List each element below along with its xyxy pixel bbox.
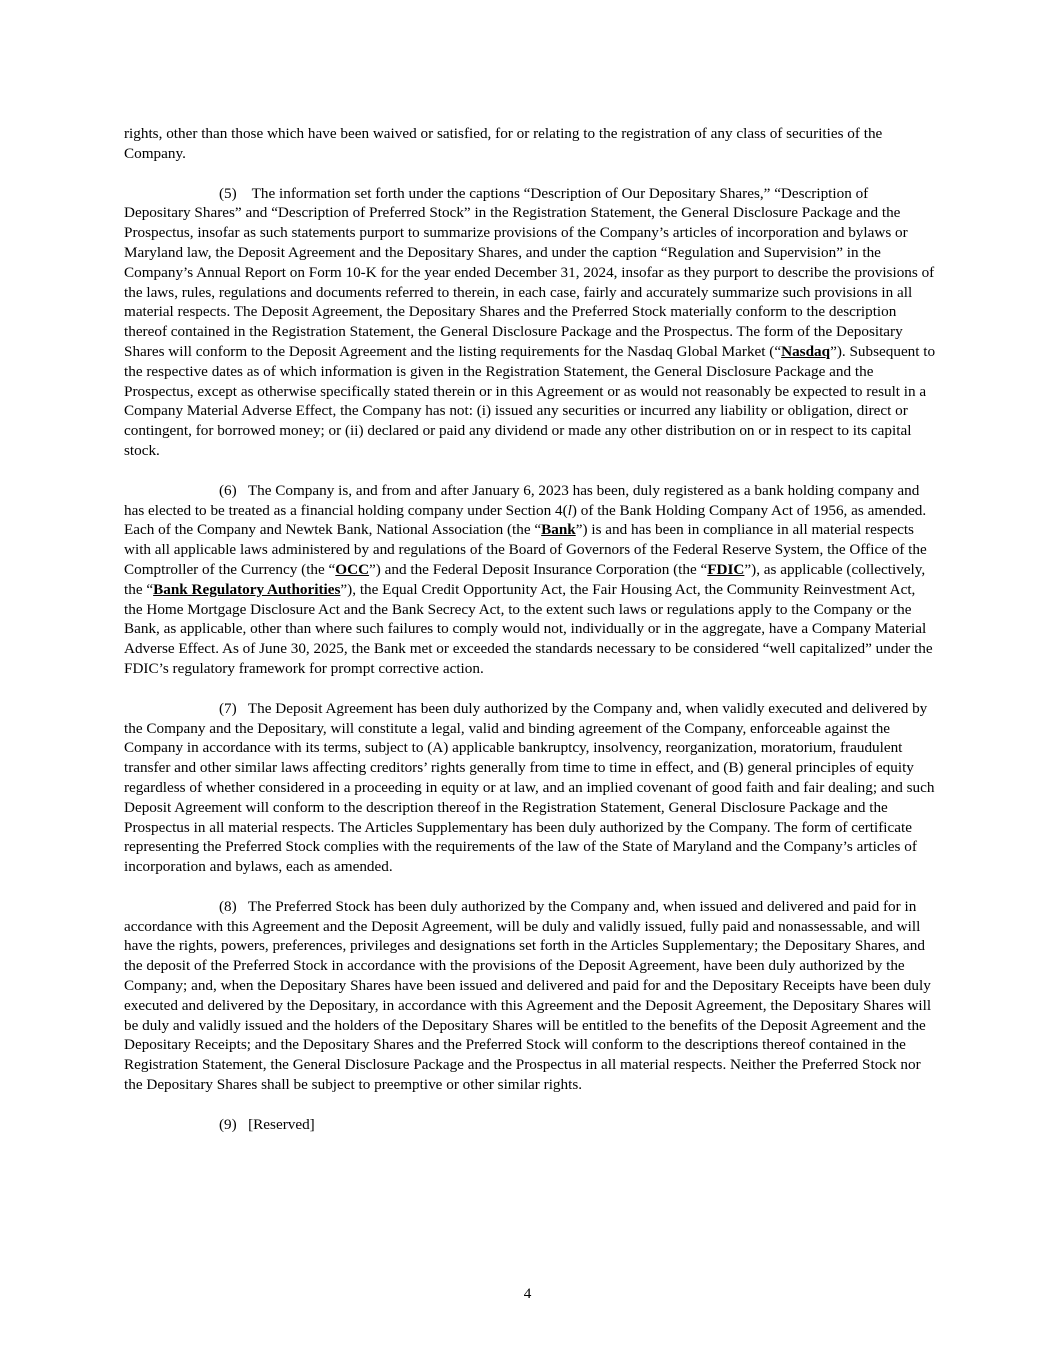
document-body <box>124 124 936 1155</box>
paragraph-5: (5) The information set forth under the captions “Description of Our Depositary Shares,” “Description of Depositary Shares” and “Description of Preferred Stock” in the Registration Statement, the General Disclosure Package and the Prospectus, insofar as such statements purport to summarize provisions of the Company’s articles of incorporation and bylaws or Maryland law, the Deposit Agreement and the Depositary Shares, and under the caption “Regulation and Supervision” in the Company’s Annual Report on Form 10-K for the year ended December 31, 2024, insofar as they purport to describe the provisions of the laws, rules, regulations and documents referred to therein, in each case, fairly and accurately summarize such provisions in all material respects. The Deposit Agreement, the Depositary Shares and the Preferred Stock materially conform to the description thereof contained in the Registration Statement, the General Disclosure Package and the Prospectus. The form of the Depositary Shares will conform to the Deposit Agreement and the listing requirements for the Nasdaq Global Market (“Nasdaq”). Subsequent to the respective dates as of which information is given in the Registration Statement, the General Disclosure Package and the Prospectus, except as otherwise specifically stated therein or in this Agreement or as would not reasonably be expected to result in a Company Material Adverse Effect, the Company has not: (i) issued any securities or incurred any liability or obligation, direct or contingent, for borrowed money; or (ii) declared or paid any dividend or made any other distribution on or in respect to its capital stock. <box>124 184 936 459</box>
page-number: 4 <box>523 1285 532 1302</box>
defined-term-bank-regulatory-authorities: Bank Regulatory Authorities <box>153 580 341 598</box>
defined-term-occ: OCC <box>335 560 370 578</box>
defined-term-bank: Bank <box>541 521 576 539</box>
paragraph-9: (9) [Reserved] <box>219 1115 315 1133</box>
paragraph-5-number: (5) <box>219 184 237 202</box>
paragraph-8-number: (8) <box>219 897 237 915</box>
paragraph-7: (7) The Deposit Agreement has been duly authorized by the Company and, when validly executed and delivered by the Company and the Depositary, will constitute a legal, valid and binding agreement of the Company, enforceable against the Company in accordance with its terms, subject to (A) applicable bankruptcy, insolvency, reorganization, moratorium, fraudulent transfer and other similar laws affecting creditors’ rights generally from time to time in effect, and (B) general principles of equity regardless of whether considered in a proceeding in equity or at law, and an implied covenant of good faith and fair dealing; and such Deposit Agreement will conform to the description thereof in the Registration Statement, General Disclosure Package and the Prospectus in all material respects. The Articles Supplementary has been duly authorized by the Company. The form of certificate representing the Preferred Stock complies with the requirements of the law of the State of Maryland and the Company’s articles of incorporation and bylaws, each as amended. <box>124 699 935 876</box>
paragraph-6: (6) The Company is, and from and after January 6, 2023 has been, duly registered as a bank holding company and has elected to be treated as a financial holding company under Section 4(l) of the Bank Holding Company Act of 1956, as amended. Each of the Company and Newtek Bank, National Association (the “Bank”) is and has been in compliance in all material respects with all applicable laws administered by and regulations of the Board of Governors of the Federal Reserve System, the Office of the Comptroller of the Currency (the “OCC”) and the Federal Deposit Insurance Corporation (the “FDIC”), as applicable (collectively, the “Bank Regulatory Authorities”), the Equal Credit Opportunity Act, the Fair Housing Act, the Community Reinvestment Act, the Home Mortgage Disclosure Act and the Bank Secrecy Act, to the extent such laws or regulations apply to the Company or the Bank, as applicable, other than where such failures to comply would not, individually or in the aggregate, have a Company Material Adverse Effect. As of June 30, 2025, the Bank met or exceeded the standards necessary to be considered “well capitalized” under the FDIC’s regulatory framework for prompt corrective action. <box>124 481 933 677</box>
defined-term-fdic: FDIC <box>707 560 745 578</box>
paragraph-8: (8) The Preferred Stock has been duly authorized by the Company and, when issued and delivered and paid for in accordance with this Agreement and the Deposit Agreement, will be duly and validly issued, fully paid and nonassessable, and will have the rights, powers, preferences, privileges and designations set forth in the Articles Supplementary; the Depositary Shares, and the deposit of the Preferred Stock in accordance with the provisions of the Deposit Agreement, have been duly authorized by the Company; and, when the Depositary Shares have been issued and delivered and paid for and the Depositary Receipts have been duly executed and delivered by the Depositary, in accordance with this Agreement and the Deposit Agreement, the Depositary Shares will be duly and validly issued and the holders of the Depositary Shares will be entitled to the benefits of the Deposit Agreement and the Depositary Receipts; and the Depositary Shares and the Preferred Stock will conform to the descriptions thereof contained in the Registration Statement, the General Disclosure Package and the Prospectus in all material respects. Neither the Preferred Stock nor the Depositary Shares shall be subject to preemptive or other similar rights. <box>124 897 932 1094</box>
paragraph-9-number: (9) <box>219 1115 237 1133</box>
paragraph-7-number: (7) <box>219 699 237 717</box>
paragraph-intro: rights, other than those which have been waived or satisfied, for or relating to the registration of any class of securities of the Company. <box>124 125 883 162</box>
defined-term-nasdaq: Nasdaq <box>781 342 831 360</box>
paragraph-6-number: (6) <box>219 481 237 499</box>
